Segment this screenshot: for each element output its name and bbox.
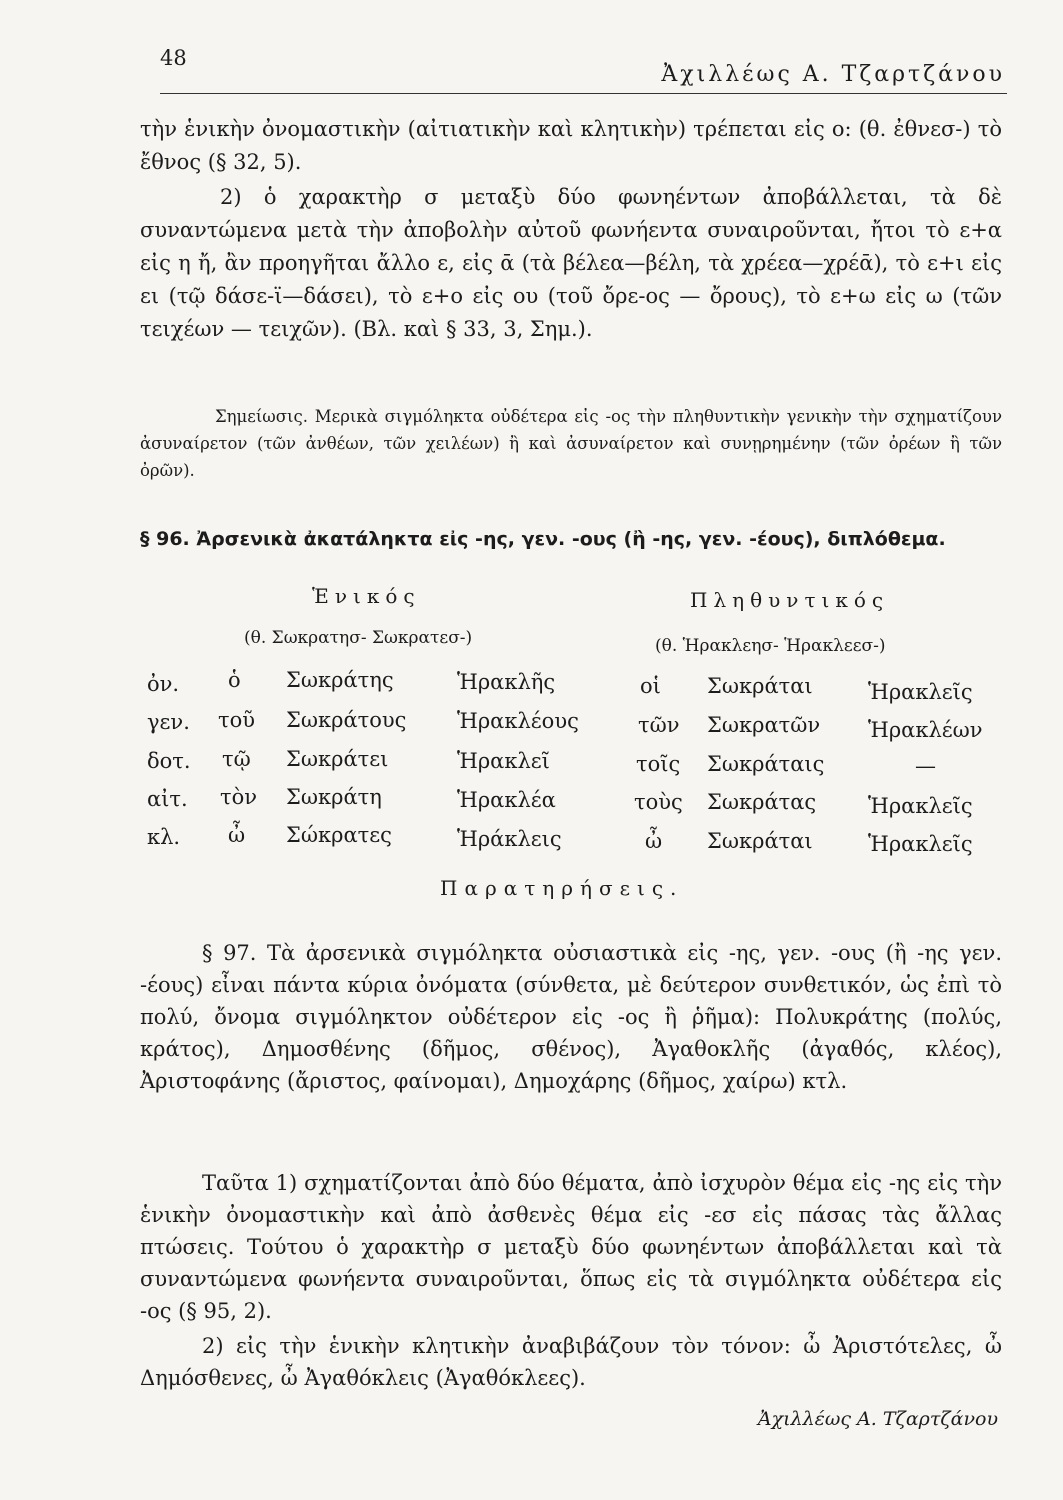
section-96-heading: § 96. Ἀρσενικὰ ἀκατάληκτα εἰς -ης, γεν. -ους (ἢ -ης, γεν. -έους), διπλόθεμα.	[140, 528, 946, 550]
paragraph-1: τὴν ἑνικὴν ὀνομαστικὴν (αἰτιατικὴν καὶ κλητικὴν) τρέπεται εἰς ο: (θ. ἐθνεσ-) τὸ ἔθνος (§ 32, 5).	[140, 117, 1002, 174]
heracles-singular: Ἡρακλεῖ	[457, 749, 550, 773]
socrates-singular: Σωκράτη	[286, 785, 382, 809]
socrates-plural: Σωκράτας	[707, 790, 817, 814]
article-plural: ὦ	[645, 829, 663, 853]
heracles-singular: Ἡρακλέους	[457, 709, 579, 733]
header-rule	[160, 93, 1007, 94]
plural-header: Πληθυντικός	[690, 588, 890, 612]
case-label: ὀν.	[147, 672, 180, 696]
case-label: κλ.	[147, 825, 181, 849]
paragraph-2: 2) ὁ χαρακτὴρ σ μεταξὺ δύο φωνηέντων ἀποβάλλεται, τὰ δὲ συναντώμενα μετὰ τὴν ἀποβολὴν αὐτοῦ φωνήεντα συναιροῦνται, ἤτοι τὸ ε+α εἰς η ἤ, ἂν προηγῆται ἄλλο ε, εἰς ᾱ (τὰ βέλεα—βέλη, τὰ χρέεα—χρέᾱ), τὸ ε+ι εἰς ει (τῷ δάσε-ϊ—δάσει), τὸ ε+ο εἰς ου (τοῦ ὄρε-ος — ὄρους), τὸ ε+ω εἰς ω (τῶν τειχέων — τειχῶν). (Βλ. καὶ § 33, 3, Σημ.).	[140, 185, 1002, 341]
forms-paragraph: Ταῦτα 1) σχηματίζονται ἀπὸ δύο θέματα, ἀπὸ ἰσχυρὸν θέμα εἰς -ης εἰς τὴν ἑνικὴν ὀνομαστικὴν καὶ ἀπὸ ἀσθενὲς θέμα εἰς -εσ εἰς πάσας τὰς ἄλλας πτώσεις. Τούτου ὁ χαρακτὴρ σ μεταξὺ δύο φωνηέντων ἀποβάλλεται καὶ τὰ συναντώμενα φωνήεντα συναιροῦνται, ὅπως εἰς τὰ σιγμόληκτα οὐδέτερα εἰς -ος (§ 95, 2).	[140, 1171, 1002, 1323]
heracles-singular: Ἡρακλῆς	[457, 670, 556, 694]
running-title: Ἀχιλλέως Α. Τζαρτζάνου	[661, 62, 1005, 87]
socrates-singular: Σώκρατες	[286, 823, 392, 847]
plural-stems: (θ. Ἡρακλεησ- Ἡρακλεεσ-)	[655, 636, 886, 656]
singular-header: Ἑνικός	[312, 584, 421, 608]
heracles-singular: Ἡράκλεις	[457, 827, 562, 851]
heracles-singular: Ἡρακλέα	[457, 788, 556, 812]
article-singular: τὸν	[220, 785, 258, 809]
article-singular: τοῦ	[218, 708, 256, 732]
section-97-paragraph: § 97. Τὰ ἀρσενικὰ σιγμόληκτα οὐσιαστικὰ εἰς -ης, γεν. -ους (ἢ -ης γεν. -έους) εἶναι πάντα κύρια ὀνόματα (σύνθετα, μὲ δεύτερον συνθετικόν, ὡς ἐπὶ τὸ πολύ, ὄνομα σιγμόληκτον οὐδέτερον εἰς -ος ἢ ῥῆμα): Πολυκράτης (πολύς, κράτος), Δημοσθένης (δῆμος, σθένος), Ἀγαθοκλῆς (ἀγαθός, κλέος), Ἀριστοφάνης (ἄριστος, φαίνομαι), Δημοχάρης (δῆμος, χαίρω) κτλ.	[140, 941, 1002, 1093]
socrates-singular: Σωκράτης	[286, 668, 394, 692]
article-plural: τῶν	[638, 713, 680, 737]
case-label: αἰτ.	[147, 787, 188, 811]
observations-heading: Παρατηρήσεις.	[440, 876, 684, 900]
socrates-plural: Σωκράται	[707, 674, 813, 698]
article-singular: ὦ	[228, 823, 246, 847]
socrates-plural: Σωκράταις	[707, 752, 825, 776]
article-singular: ὁ	[228, 668, 241, 692]
socrates-plural: Σωκρατῶν	[707, 713, 821, 737]
note-paragraph: Σημείωσις. Μερικὰ σιγμόληκτα οὐδέτερα εἰς -ος τὴν πληθυντικὴν γενικὴν τὴν σχηματίζουν ἀσυναίρετον (τῶν ἀνθέων, τῶν χειλέων) ἢ καὶ ἀσυναίρετον καὶ συνῃρημένην (τῶν ὀρέων ἢ τῶν ὀρῶν).	[140, 407, 1002, 480]
article-plural: οἱ	[640, 674, 661, 698]
case-label: δοτ.	[147, 749, 191, 773]
singular-stems: (θ. Σωκρατησ- Σωκρατεσ-)	[244, 628, 473, 648]
heracles-plural: Ἡρακλέων	[868, 718, 983, 742]
accent-paragraph: 2) εἰς τὴν ἑνικὴν κλητικὴν ἀναβιβάζουν τὸν τόνον: ὦ Ἀριστότελες, ὦ Δημόσθενες, ὦ Ἀγαθόκλεις (Ἀγαθόκλεες).	[140, 1334, 1002, 1390]
heracles-plural: Ἡρακλεῖς	[868, 680, 973, 704]
case-label: γεν.	[147, 710, 190, 734]
socrates-plural: Σωκράται	[707, 829, 813, 853]
socrates-singular: Σωκράτει	[286, 747, 389, 771]
heracles-plural: Ἡρακλεῖς	[868, 832, 973, 856]
author-signature: Ἀχιλλέως Α. Τζαρτζάνου	[757, 1408, 998, 1430]
heracles-plural: Ἡρακλεῖς	[868, 794, 973, 818]
page-number: 48	[160, 46, 187, 70]
article-singular: τῷ	[222, 747, 251, 771]
socrates-singular: Σωκράτους	[286, 708, 407, 732]
article-plural: τοὺς	[634, 790, 683, 814]
heracles-plural: —	[915, 754, 936, 778]
article-plural: τοῖς	[636, 752, 681, 776]
